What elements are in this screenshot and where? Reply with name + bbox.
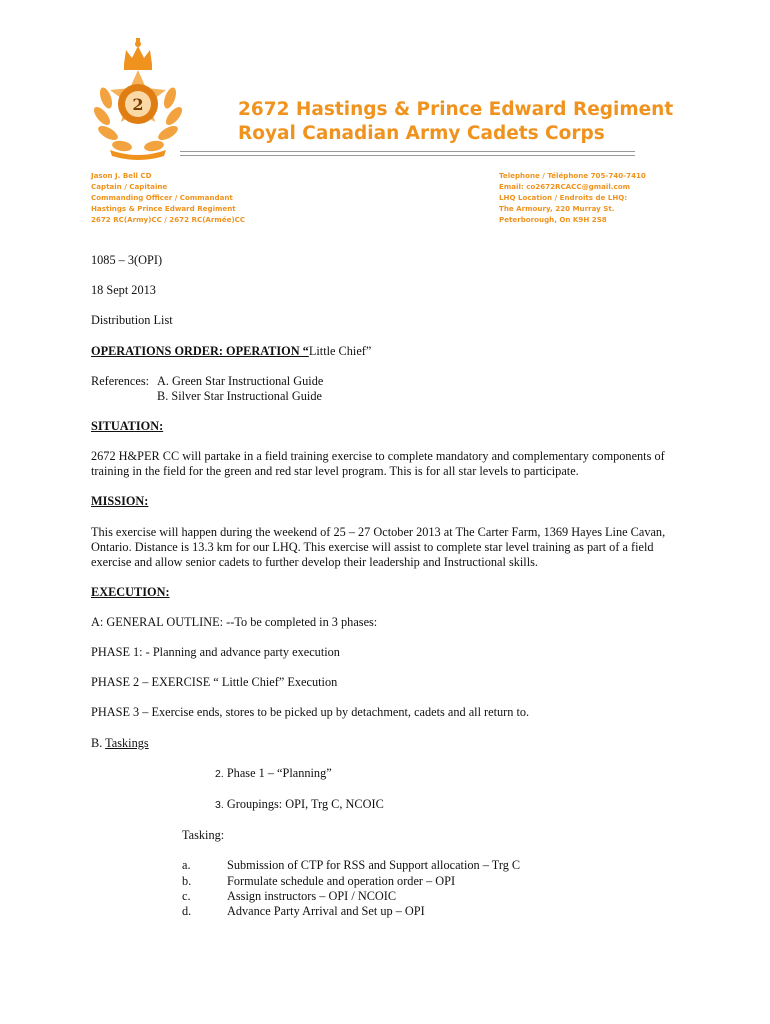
corps-name: Royal Canadian Army Cadets Corps [238,123,605,144]
situation-text: 2672 H&PER CC will partake in a field training exercise to complete mandatory and complementary components of training in the field for the green and red star level program. This is for all star levels to participate. [91,449,665,479]
list-item: c. Assign instructors – OPI / NCOIC [182,888,397,903]
mission-heading: MISSION: [91,494,149,509]
tasking-label: Tasking: [182,828,225,843]
taskings-heading: B. Taskings [91,735,149,750]
subitem-2: 2. Phase 1 – “Planning” [215,765,332,780]
letterhead-title [238,98,678,146]
phase-1: PHASE 1: - Planning and advance party execution [91,645,340,660]
unit-name: 2672 Hastings & Prince Edward Regiment [238,99,674,120]
letterhead-divider [180,151,635,152]
letterhead-divider-2 [180,155,635,156]
memo-date: 18 Sept 2013 [91,283,156,298]
officer-contact-block: Jason J. Bell CD Captain / Capitaine Commanding Officer / Commandant Hastings & Prince Edward Regiment 2672 RC(Army)CC / 2672 RC(Armée)CC [91,171,246,224]
svg-text:2: 2 [132,95,144,114]
unit-contact-block: Telephone / Téléphone 705-740-7410 Email: co2672RCACC@gmail.com LHQ Location / Endroits de LHQ: The Armoury, 220 Murray St. Peterborough, On K9H 2S8 [499,171,646,224]
general-outline: A: GENERAL OUTLINE: --To be completed in 3 phases: [91,614,378,629]
subitem-3: 3. Groupings: OPI, Trg C, NCOIC [215,797,384,811]
list-item: d. Advance Party Arrival and Set up – OPI [182,903,425,918]
list-item: a. Submission of CTP for RSS and Support allocation – Trg C [182,858,521,873]
task-list [182,858,691,919]
execution-heading: EXECUTION: [91,584,170,599]
list-item: b. Formulate schedule and operation order – OPI [182,873,456,888]
order-title: OPERATIONS ORDER: OPERATION “Little Chief” [91,343,372,358]
phase-3: PHASE 3 – Exercise ends, stores to be picked up by detachment, cadets and all return to. [91,705,530,720]
memo-body [91,253,691,919]
regiment-crest-logo [88,38,188,162]
file-number: 1085 – 3(OPI) [91,253,163,267]
mission-text: This exercise will happen during the weekend of 25 – 27 October 2013 at The Carter Farm, 1369 Hayes Line Cavan, Ontario. Distance is 13.3 km for our LHQ. This exercise will assist to complete star level training as part of a field exercise and allow senior cadets to further develop their leadership and Instructional skills. [91,524,666,569]
references: References: A. Green Star Instructional Guide B. Silver Star Instructional Guide [91,373,324,403]
distribution: Distribution List [91,313,173,328]
phase-2: PHASE 2 – EXERCISE “ Little Chief” Execution [91,675,338,690]
situation-heading: SITUATION: [91,418,164,433]
